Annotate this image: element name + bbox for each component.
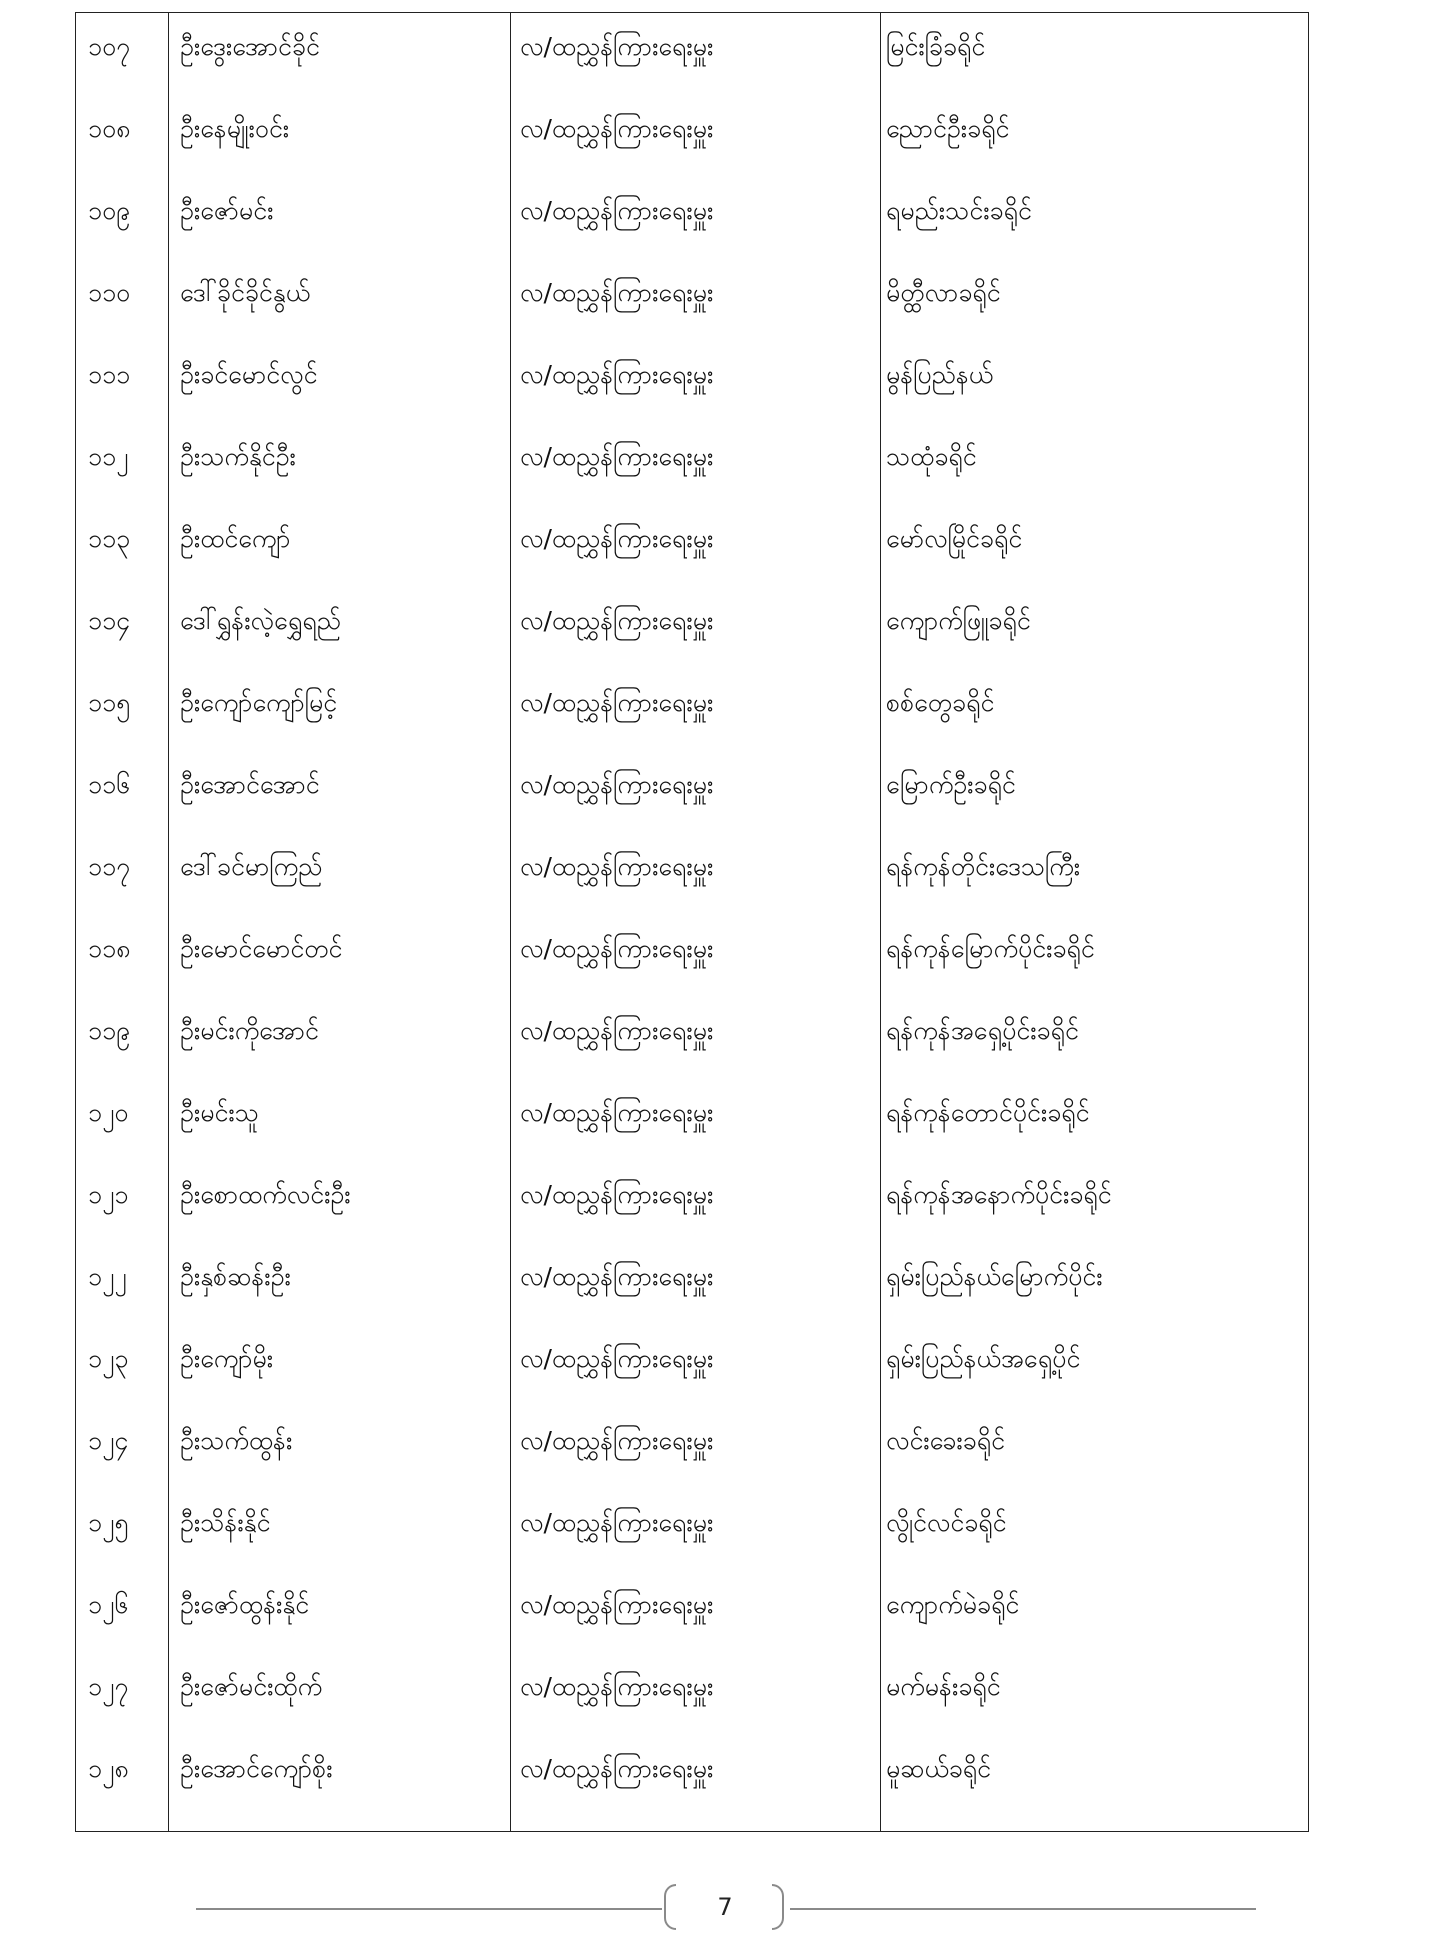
assigned-district: မြောက်ဦးခရိုင် bbox=[886, 770, 1016, 799]
assigned-district: ရန်ကုန်တောင်ပိုင်းခရိုင် bbox=[886, 1098, 1090, 1127]
official-name: ဦးသက်ထွန်း bbox=[180, 1426, 293, 1455]
table-row bbox=[76, 1421, 1308, 1503]
row-number: ၁၂၇ bbox=[88, 1672, 129, 1701]
official-position: လ/ထညွှန်ကြားရေးမှူး bbox=[520, 1590, 714, 1619]
row-number: ၁၂၁ bbox=[88, 1180, 129, 1209]
official-name: ဦးမောင်မောင်တင် bbox=[180, 934, 343, 963]
table-row bbox=[76, 929, 1308, 1011]
page-number: 7 bbox=[717, 1893, 733, 1921]
row-number: ၁၀၉ bbox=[88, 196, 131, 225]
table-row bbox=[76, 519, 1308, 601]
official-position: လ/ထညွှန်ကြားရေးမှူး bbox=[520, 688, 714, 717]
assigned-district: ရန်ကုန်အနောက်ပိုင်းခရိုင် bbox=[886, 1180, 1112, 1209]
official-name: ဦးဇော်မင်း bbox=[180, 196, 274, 225]
official-position: လ/ထညွှန်ကြားရေးမှူး bbox=[520, 1180, 714, 1209]
official-position: လ/ထညွှန်ကြားရေးမှူး bbox=[520, 770, 714, 799]
table-row bbox=[76, 1339, 1308, 1421]
official-name: ဦးဇော်ထွန်းနိုင် bbox=[180, 1590, 310, 1619]
official-position: လ/ထညွှန်ကြားရေးမှူး bbox=[520, 524, 714, 553]
footer-rule-left bbox=[196, 1908, 662, 1910]
assigned-district: မွန်ပြည်နယ် bbox=[886, 360, 994, 389]
table-row bbox=[76, 27, 1308, 109]
official-position: လ/ထညွှန်ကြားရေးမှူး bbox=[520, 442, 714, 471]
assigned-district: မက်မန်းခရိုင် bbox=[886, 1672, 1001, 1701]
official-position: လ/ထညွှန်ကြားရေးမှူး bbox=[520, 606, 714, 635]
row-number: ၁၁၇ bbox=[88, 852, 131, 881]
table-row bbox=[76, 191, 1308, 273]
row-number: ၁၂၅ bbox=[88, 1508, 129, 1537]
official-name: ဦးမင်းသူ bbox=[180, 1098, 259, 1127]
official-name: ဦးအောင်ကျော်စိုး bbox=[180, 1754, 333, 1783]
page-footer bbox=[0, 1880, 1448, 1936]
official-position: လ/ထညွှန်ကြားရေးမှူး bbox=[520, 1508, 714, 1537]
official-position: လ/ထညွှန်ကြားရေးမှူး bbox=[520, 1672, 714, 1701]
table-row bbox=[76, 1093, 1308, 1175]
official-name: ဦးစောထက်လင်းဦး bbox=[180, 1180, 351, 1209]
assigned-district: ရမည်းသင်းခရိုင် bbox=[886, 196, 1032, 225]
assigned-district: သထုံခရိုင် bbox=[886, 442, 977, 471]
official-name: ဒေါ်ခိုင်ခိုင်နွယ် bbox=[180, 278, 310, 307]
row-number: ၁၁၀ bbox=[88, 278, 131, 307]
row-number: ၁၀၈ bbox=[88, 114, 131, 143]
row-number: ၁၁၂ bbox=[88, 442, 129, 471]
official-position: လ/ထညွှန်ကြားရေးမှူး bbox=[520, 1016, 714, 1045]
table-row bbox=[76, 1749, 1308, 1831]
official-name: ဦးထင်ကျော် bbox=[180, 524, 291, 553]
official-position: လ/ထညွှန်ကြားရေးမှူး bbox=[520, 1262, 714, 1291]
assigned-district: ရန်ကုန်တိုင်းဒေသကြီး bbox=[886, 852, 1081, 881]
footer-rule-right bbox=[790, 1908, 1256, 1910]
assigned-district: လင်းခေးခရိုင် bbox=[886, 1426, 1005, 1455]
official-name: ဦးနှစ်ဆန်းဦး bbox=[180, 1262, 291, 1291]
right-bracket-ornament bbox=[772, 1884, 784, 1930]
official-position: လ/ထညွှန်ကြားရေးမှူး bbox=[520, 32, 714, 61]
officials-table bbox=[75, 12, 1309, 1832]
table-row bbox=[76, 1667, 1308, 1749]
row-number: ၁၂၀ bbox=[88, 1098, 129, 1127]
assigned-district: ကျောက်မဲခရိုင် bbox=[886, 1590, 1020, 1619]
official-name: ဦးကျော်မိုး bbox=[180, 1344, 274, 1373]
row-number: ၁၁၆ bbox=[88, 770, 131, 799]
row-number: ၁၁၄ bbox=[88, 606, 131, 635]
table-row bbox=[76, 1011, 1308, 1093]
table-row bbox=[76, 1175, 1308, 1257]
row-number: ၁၂၄ bbox=[88, 1426, 129, 1455]
official-name: ဦးသက်နိုင်ဦး bbox=[180, 442, 296, 471]
official-name: ဦးအောင်အောင် bbox=[180, 770, 320, 799]
official-name: ဦးသိန်းနိုင် bbox=[180, 1508, 271, 1537]
official-position: လ/ထညွှန်ကြားရေးမှူး bbox=[520, 360, 714, 389]
official-position: လ/ထညွှန်ကြားရေးမှူး bbox=[520, 196, 714, 225]
assigned-district: မိတ္ထီလာခရိုင် bbox=[886, 278, 1001, 307]
assigned-district: ရှမ်းပြည်နယ်မြောက်ပိုင်း bbox=[886, 1262, 1103, 1291]
row-number: ၁၁၁ bbox=[88, 360, 131, 389]
table-row bbox=[76, 437, 1308, 519]
official-name: ဦးဒွေးအောင်ခိုင် bbox=[180, 32, 320, 61]
table-row bbox=[76, 273, 1308, 355]
assigned-district: မော်လမြိုင်ခရိုင် bbox=[886, 524, 1023, 553]
official-position: လ/ထညွှန်ကြားရေးမှူး bbox=[520, 114, 714, 143]
row-number: ၁၁၉ bbox=[88, 1016, 131, 1045]
table-row bbox=[76, 355, 1308, 437]
left-bracket-ornament bbox=[664, 1884, 676, 1930]
assigned-district: ရန်ကုန်မြောက်ပိုင်းခရိုင် bbox=[886, 934, 1095, 963]
official-name: ဦးဇော်မင်းထိုက် bbox=[180, 1672, 323, 1701]
official-name: ဒေါ်ခင်မာကြည် bbox=[180, 852, 323, 881]
official-name: ဒေါ်ရွှန်းလဲ့ရွှေရည် bbox=[180, 606, 341, 635]
official-name: ဦးကျော်ကျော်မြင့် bbox=[180, 688, 338, 717]
table-row bbox=[76, 1585, 1308, 1667]
official-name: ဦးမင်းကိုအောင် bbox=[180, 1016, 319, 1045]
official-position: လ/ထညွှန်ကြားရေးမှူး bbox=[520, 852, 714, 881]
table-row bbox=[76, 1503, 1308, 1585]
table-row bbox=[76, 1257, 1308, 1339]
assigned-district: ကျောက်ဖြူခရိုင် bbox=[886, 606, 1031, 635]
official-position: လ/ထညွှန်ကြားရေးမှူး bbox=[520, 1098, 714, 1127]
row-number: ၁၂၈ bbox=[88, 1754, 129, 1783]
assigned-district: ရန်ကုန်အရှေ့ပိုင်းခရိုင် bbox=[886, 1016, 1079, 1045]
row-number: ၁၂၆ bbox=[88, 1590, 129, 1619]
row-number: ၁၀၇ bbox=[88, 32, 131, 61]
table-row bbox=[76, 765, 1308, 847]
row-number: ၁၂၂ bbox=[88, 1262, 127, 1291]
row-number: ၁၁၈ bbox=[88, 934, 131, 963]
row-number: ၁၂၃ bbox=[88, 1344, 129, 1373]
table-row bbox=[76, 847, 1308, 929]
official-position: လ/ထညွှန်ကြားရေးမှူး bbox=[520, 934, 714, 963]
assigned-district: လွိုင်လင်ခရိုင် bbox=[886, 1508, 1007, 1537]
assigned-district: မြင်းခြံခရိုင် bbox=[886, 32, 986, 61]
table-row bbox=[76, 683, 1308, 765]
official-position: လ/ထညွှန်ကြားရေးမှူး bbox=[520, 1754, 714, 1783]
official-name: ဦးခင်မောင်လွင် bbox=[180, 360, 318, 389]
row-number: ၁၁၅ bbox=[88, 688, 131, 717]
assigned-district: မူဆယ်ခရိုင် bbox=[886, 1754, 992, 1783]
official-position: လ/ထညွှန်ကြားရေးမှူး bbox=[520, 1344, 714, 1373]
official-name: ဦးနေမျိုးဝင်း bbox=[180, 114, 290, 143]
table-row bbox=[76, 109, 1308, 191]
table-row bbox=[76, 601, 1308, 683]
assigned-district: ညောင်ဦးခရိုင် bbox=[886, 114, 1010, 143]
assigned-district: စစ်တွေခရိုင် bbox=[886, 688, 995, 717]
official-position: လ/ထညွှန်ကြားရေးမှူး bbox=[520, 1426, 714, 1455]
official-position: လ/ထညွှန်ကြားရေးမှူး bbox=[520, 278, 714, 307]
assigned-district: ရှမ်းပြည်နယ်အရှေ့ပိုင် bbox=[886, 1344, 1081, 1373]
row-number: ၁၁၃ bbox=[88, 524, 131, 553]
